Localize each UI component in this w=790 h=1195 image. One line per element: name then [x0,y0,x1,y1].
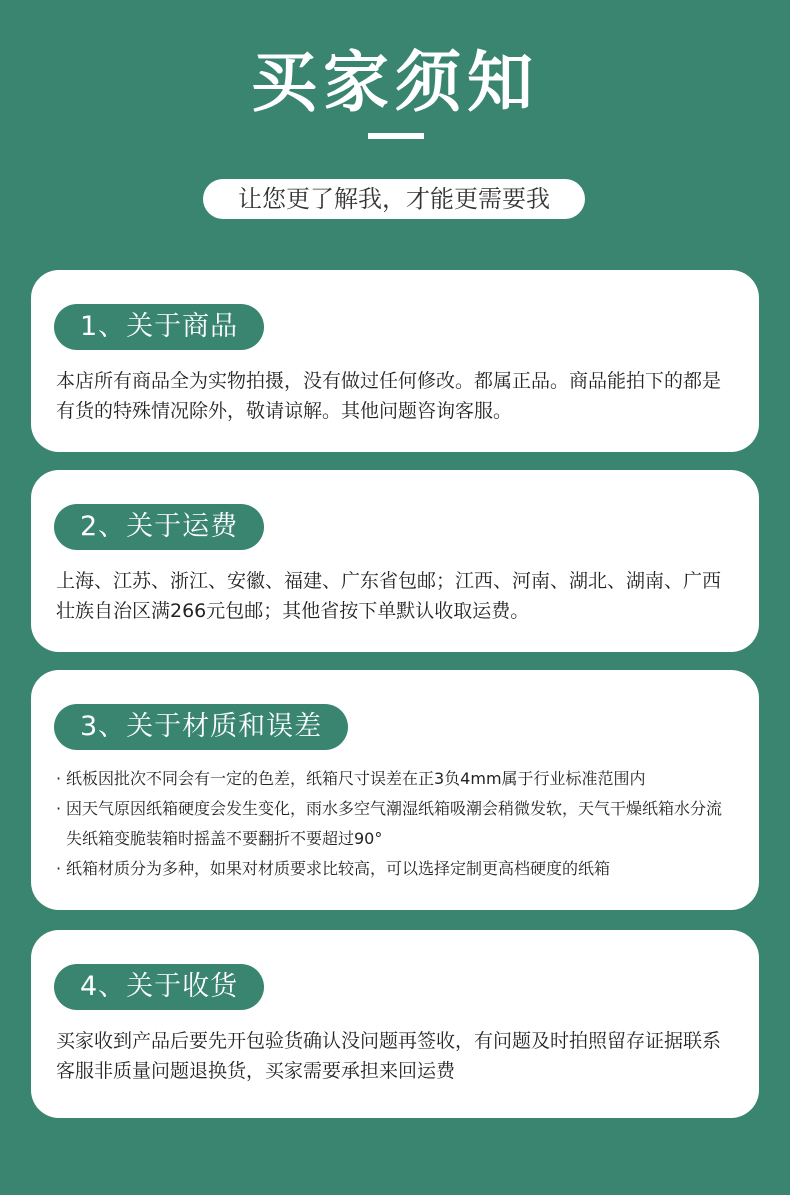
list-item [56,794,737,854]
section-heading-products: 1、关于商品 [54,304,264,350]
title-divider [368,133,424,139]
list-item [56,854,737,884]
card-about-receiving [31,930,759,1118]
list-item [56,764,737,794]
bullet-dot: · [56,769,62,788]
subtitle-pill: 让您更了解我，才能更需要我 [203,179,585,219]
material-bullet-list [56,764,737,884]
bullet-text: 纸箱材质分为多种，如果对材质要求比较高，可以选择定制更高档硬度的纸箱 [66,859,611,878]
page-title: 买家须知 [251,44,539,121]
section-text-products: 本店所有商品全为实物拍摄，没有做过任何修改。都属正品。商品能拍下的都是有货的特殊情况除外，敬请谅解。其他问题咨询客服。 [56,370,722,422]
card-about-material [31,670,759,910]
section-heading-shipping: 2、关于运费 [54,504,264,550]
card-about-products [31,270,759,452]
card-about-shipping [31,470,759,652]
section-heading-material: 3、关于材质和误差 [54,704,348,750]
section-text-shipping: 上海、江苏、浙江、安徽、福建、广东省包邮；江西、河南、湖北、湖南、广西壮族自治区满266元包邮；其他省按下单默认收取运费。 [56,570,722,622]
section-heading-receiving: 4、关于收货 [54,964,264,1010]
section-text-receiving: 买家收到产品后要先开包验货确认没问题再签收，有问题及时拍照留存证据联系客服非质量问题退换货，买家需要承担来回运费 [56,1030,722,1082]
bullet-text: 纸板因批次不同会有一定的色差，纸箱尺寸误差在正3负4mm属于行业标准范围内 [66,769,646,788]
bullet-dot: · [56,859,62,878]
bullet-text: 因天气原因纸箱硬度会发生变化，雨水多空气潮湿纸箱吸潮会稍微发软，天气干燥纸箱水分流失纸箱变脆装箱时摇盖不要翻折不要超过90° [66,799,723,848]
bullet-dot: · [56,799,62,818]
